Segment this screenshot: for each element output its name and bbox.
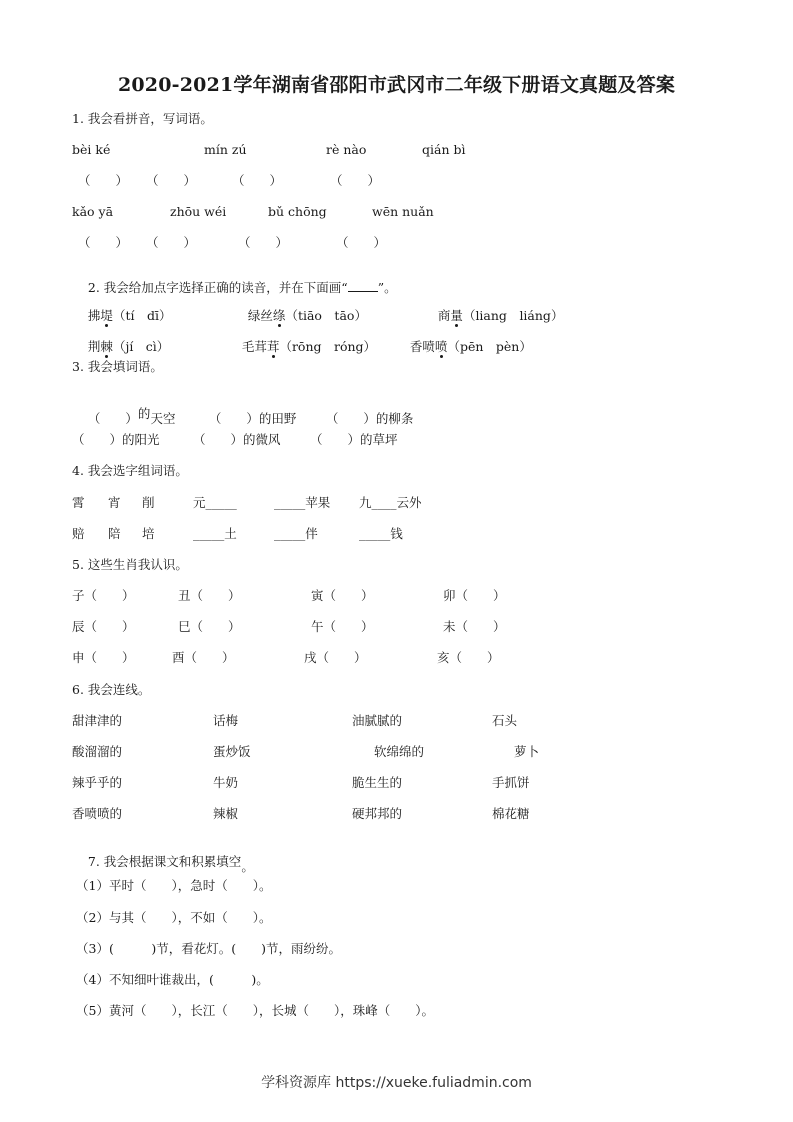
q2-dotted-char: 量 [450,307,463,323]
q7-fill-item[interactable]: （4）不知细叶谁裁出，( )。 [76,972,269,987]
q1-answer-blank[interactable]: （ ） [146,235,197,250]
q4-word-blank[interactable]: _____伴 [274,526,318,541]
q6-match-item[interactable]: 甜津津的 [72,713,123,728]
q3-noun: 天空 [150,410,176,426]
q6-match-item[interactable]: 蛋炒饭 [213,744,251,759]
q5-zodiac-item[interactable]: 戌（ ） [304,650,367,665]
q2-heading-end: ”。 [377,279,397,295]
q2-reading-options: （liang liáng） [462,307,564,323]
q1-pinyin-6: zhōu wéi [170,204,227,219]
q2-word-prefix: 拂 [87,307,101,323]
underline-sample [348,281,378,292]
page-footer-watermark: 学科资源库 https://xueke.fuliadmin.com [261,1075,532,1091]
q6-heading: 6. 我会连线。 [72,682,151,697]
q2-item-6[interactable] [394,328,532,366]
q1-heading: 1. 我会看拼音，写词语。 [72,111,213,126]
q6-match-item[interactable]: 辣乎乎的 [72,775,123,790]
q3-blank: （ ） [325,410,376,426]
q7-heading-end: 。 [241,858,254,874]
q2-item-5[interactable] [226,328,376,366]
q2-heading-text: 2. 我会给加点字选择正确的读音，并在下面画“ [87,279,348,295]
q4-word-blank[interactable]: _____土 [193,526,237,541]
q1-answer-blank[interactable]: （ ） [78,173,129,188]
q4-word-blank[interactable]: 元_____ [193,495,237,510]
q3-noun: 的柳条 [375,410,414,426]
q4-heading: 4. 我会选字组词语。 [72,463,188,478]
q7-fill-item[interactable]: （1）平时（ ），急时（ ）。 [76,878,272,893]
q1-pinyin-5: kǎo yā [72,204,114,219]
q6-match-item[interactable]: 牛奶 [213,775,239,790]
q7-heading [72,843,254,881]
q1-pinyin-4: qián bì [422,142,466,157]
q1-pinyin-1: bèi ké [72,142,111,157]
q7-fill-item[interactable]: （2）与其（ ），不如（ ）。 [76,910,272,925]
q1-pinyin-2: mín zú [204,142,247,157]
page-title: 2020-2021学年湖南省邵阳市武冈市二年级下册语文真题及答案 [117,74,676,96]
q3-noun: 的田野 [258,410,297,426]
q5-zodiac-item[interactable]: 午（ ） [311,619,374,634]
q5-zodiac-item[interactable]: 亥（ ） [437,650,500,665]
q2-reading-options: （rōng róng） [279,338,377,354]
q1-answer-blank[interactable]: （ ） [78,235,129,250]
q4-char: 削 [142,495,155,510]
q6-match-item[interactable]: 话梅 [213,713,239,728]
q5-zodiac-item[interactable]: 子（ ） [72,588,135,603]
q4-word-blank[interactable]: _____苹果 [274,495,331,510]
q2-dotted-char: 绦 [272,307,286,323]
q1-pinyin-8: wēn nuǎn [372,204,434,219]
q2-reading-options: （tiāo tāo） [285,307,367,323]
q5-zodiac-item[interactable]: 卯（ ） [443,588,506,603]
q4-word-blank[interactable]: _____钱 [359,526,403,541]
q2-reading-options: （tí dī） [112,307,172,323]
q7-heading-text: 7. 我会根据课文和积累填空 [87,853,242,869]
q2-dotted-char: 棘 [100,338,113,354]
q4-word-blank[interactable]: 九____云外 [359,495,422,510]
q4-char: 赔 [72,526,85,541]
q6-match-item[interactable]: 酸溜溜的 [72,744,123,759]
q2-dotted-char: 茸 [266,338,280,354]
q5-zodiac-item[interactable]: 丑（ ） [178,588,241,603]
q7-fill-item[interactable]: （5）黄河（ ），长江（ ），长城（ ），珠峰（ ）。 [76,1003,434,1018]
q2-word-prefix: 香喷 [409,338,435,354]
q5-zodiac-item[interactable]: 未（ ） [443,619,506,634]
q1-pinyin-7: bǔ chōng [268,204,327,219]
q1-answer-blank[interactable]: （ ） [232,173,283,188]
q7-fill-item[interactable]: （3）( )节，看花灯。( )节，雨纷纷。 [76,941,341,956]
q4-char: 陪 [108,526,121,541]
q6-match-item[interactable]: 软绵绵的 [374,744,425,759]
q1-answer-blank[interactable]: （ ） [146,173,197,188]
q5-zodiac-item[interactable]: 酉（ ） [172,650,235,665]
q2-reading-options: （pēn pèn） [447,338,532,354]
q6-match-item[interactable]: 香喷喷的 [72,806,123,821]
q4-char: 霄 [72,495,85,510]
q5-zodiac-item[interactable]: 寅（ ） [311,588,374,603]
q1-answer-blank[interactable]: （ ） [238,235,289,250]
q3-blank: （ ） [87,410,138,426]
q6-match-item[interactable]: 辣椒 [213,806,239,821]
q2-dotted-char: 堤 [100,307,113,323]
q4-char: 宵 [108,495,121,510]
q6-match-item[interactable]: 棉花糖 [492,806,530,821]
q6-match-item[interactable]: 手抓饼 [492,775,530,790]
q2-word-prefix: 毛茸 [241,338,267,354]
q3-fill-4[interactable]: （ ）的阳光 [72,432,160,447]
q6-match-item[interactable]: 石头 [492,713,518,728]
q4-char: 培 [142,526,155,541]
q2-word-prefix: 荆 [87,338,101,354]
q3-particle: 的 [137,405,151,421]
q6-match-item[interactable]: 硬邦邦的 [352,806,403,821]
q3-blank: （ ） [208,410,259,426]
q2-reading-options: （jí cì） [112,338,170,354]
q2-word-prefix: 商 [437,307,451,323]
q1-answer-blank[interactable]: （ ） [336,235,387,250]
q6-match-item[interactable]: 油腻腻的 [352,713,403,728]
q5-zodiac-item[interactable]: 申（ ） [72,650,135,665]
q1-pinyin-3: rè nào [326,142,367,157]
q2-word-prefix: 绿丝 [247,307,273,323]
q5-heading: 5. 这些生肖我认识。 [72,557,188,572]
q2-dotted-char: 喷 [434,338,448,354]
q3-fill-6[interactable]: （ ）的草坪 [310,432,398,447]
q3-heading: 3. 我会填词语。 [72,359,163,374]
q6-match-item[interactable]: 脆生生的 [352,775,403,790]
q3-fill-5[interactable]: （ ）的微风 [193,432,281,447]
q5-zodiac-item[interactable]: 巳（ ） [178,619,241,634]
q1-answer-blank[interactable]: （ ） [330,173,381,188]
q6-match-item[interactable]: 萝卜 [514,744,540,759]
q5-zodiac-item[interactable]: 辰（ ） [72,619,135,634]
